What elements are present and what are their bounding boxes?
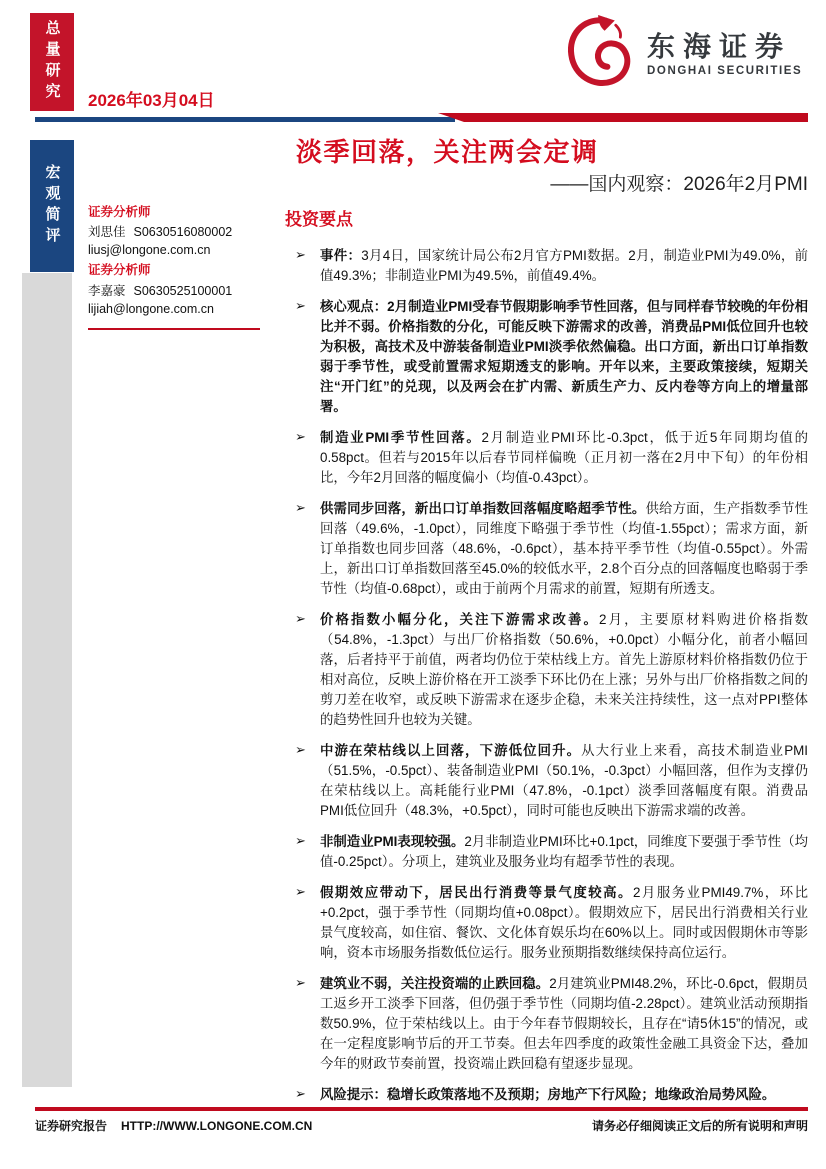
arrow-bullet-icon: ➢ [295, 500, 306, 515]
bullet-item [285, 974, 808, 1074]
bullet-item [285, 832, 808, 872]
report-title: 淡季回落，关注两会定调 [296, 137, 599, 167]
section-title: 投资要点 [285, 210, 353, 229]
analyst-block [88, 203, 278, 330]
bullet-item [285, 610, 808, 730]
bullet-lead: 供需同步回落，新出口订单指数回落幅度略超季节性。 [320, 501, 646, 516]
analyst-email: lijiah@longone.com.cn [88, 301, 214, 316]
analyst-license-id: S0630516080002 [133, 225, 233, 240]
bullet-lead: 核心观点：2月制造业PMI受春节假期影响季节性回落，但与同样春节较晚的年份相比并不弱。价格指数的分化，可能反映下游需求的改善，消费品PMI低位回升也较为积极，高技术及中游装备制造业PMI淡季依然偏稳。出口方面，新出口订单指数弱于季节性，或受前置需求短期透支的影响。开年以来，主要政策接续，短期关注“开门红”的兑现，以及两会在扩内需、新质生产力、反内卷等方向上的增量部署。 [320, 299, 808, 414]
bullet-item [285, 246, 808, 286]
analyst-license-id: S0630525100001 [133, 283, 233, 298]
bullet-item [285, 499, 808, 599]
bullet-item [285, 297, 808, 417]
bullet-text: 2月，主要原材料购进价格指数（54.8%，-1.3pct）与出厂价格指数（50.6%，+0.0pct）小幅分化，前者小幅回落，后者持平于前值，两者均仍位于荣枯线上方。首先上游原材料价格指数仍位于相对高位，反映上游价格在开工淡季下环比仍在上涨；另外与出厂价格指数之间的剪刀差在收窄，或反映下游需求在逐步企稳，未来关注持续性，这一点对PPI整体的趋势性回升也较为关键。 [320, 612, 808, 727]
bullet-lead: 风险提示：稳增长政策落地不及预期；房地产下行风险；地缘政治局势风险。 [320, 1087, 776, 1102]
bullet-text: 供给方面，生产指数季节性回落（49.6%，-1.0pct），同维度下略强于季节性（均值-1.55pct）；需求方面，新订单指数也同步回落（48.6%，-0.6pct），基本持平季节性（均值-0.55pct）。外需上，新出口订单指数回落至45.0%的较低水平，2.8个百分点的回落幅度也略弱于季节性（均值-0.68pct），或由于前两个月需求的前置，短期有所透支。 [320, 501, 809, 596]
category-tag: 总量研究 [30, 13, 74, 111]
bullet-item [285, 428, 808, 488]
bullet-item [285, 1085, 808, 1105]
arrow-bullet-icon: ➢ [295, 833, 306, 848]
analyst-role-label: 证券分析师 [88, 263, 151, 278]
analyst-role-label: 证券分析师 [88, 205, 151, 219]
analyst-name: 李嘉豪 [88, 283, 126, 298]
main-content [285, 205, 808, 1116]
arrow-bullet-icon: ➢ [295, 611, 306, 626]
arrow-bullet-icon: ➢ [295, 975, 306, 990]
footer [35, 1117, 808, 1134]
analyst-name-line [88, 282, 278, 300]
bullet-text: 3月4日，国家统计局公布2月官方PMI数据。2月，制造业PMI为49.0%，前值49.3%；非制造业PMI为49.5%，前值49.4%。 [320, 248, 809, 283]
bullet-text: 2月制造业PMI环比-0.3pct，低于近5年同期均值的0.58pct。但若与2015年以后春节同样偏晚（正月初一落在2月中下旬）的年份相比，今年2月回落的幅度偏小（均值-0.43pct）。 [320, 430, 809, 485]
bullet-text: 2月建筑业PMI48.2%，环比-0.6pct，假期员工返乡开工淡季下回落，但仍强于季节性（同期均值-2.28pct）。建筑业活动预期指数50.9%，位于荣枯线以上。由于今年春节假期较长，且存在“请5休15”的情况，或在一定程度影响节后的开工节奏。但去年四季度的政策性金融工具资金下达，叠加今年的财政节奏前置，投资端止跌回稳有望逐步显现。 [320, 976, 808, 1071]
header-divider-red [438, 113, 808, 122]
analyst-name-line [88, 223, 278, 241]
arrow-bullet-icon: ➢ [295, 1086, 306, 1101]
footer-divider [35, 1107, 808, 1111]
arrow-bullet-icon: ➢ [295, 742, 306, 757]
footer-url: HTTP://WWW.LONGONE.COM.CN [121, 1119, 313, 1133]
sidebar-gray-bar [22, 273, 72, 1087]
analyst-divider [88, 328, 260, 330]
header-divider-blue [35, 117, 455, 122]
bullet-text: 从大行业上来看，高技术制造业PMI（51.5%，-0.5pct）、装备制造业PMI（50.1%，-0.3pct）小幅回落，但作为支撑仍在荣枯线以上。高耗能行业PMI（47.8%，-0.1pct）淡季回落幅度有限。消费品PMI低位回升（48.3%，+0.5pct），同时可能也反映出下游需求端的改善。 [320, 743, 808, 818]
brand-name-cn: 东海证券 [647, 31, 792, 63]
bullet-text: 2月服务业PMI49.7%，环比+0.2pct，强于季节性（同期均值+0.08pct）。假期效应下，居民出行消费相关行业景气度较高，如住宿、餐饮、文化体育娱乐均在60%以上。同时或因假期休市等影响，资本市场服务指数低位运行。服务业预期指数继续保持高位运行。 [320, 885, 808, 960]
bullet-lead: 建筑业不弱，关注投资端的止跌回稳。 [320, 976, 550, 991]
bullet-lead: 价格指数小幅分化，关注下游需求改善。 [320, 612, 600, 627]
report-type-tag: 宏观简评 [30, 140, 74, 272]
footer-report-label: 证券研究报告 [35, 1119, 108, 1133]
bullet-item [285, 883, 808, 963]
arrow-bullet-icon: ➢ [295, 298, 306, 313]
bullet-lead: 假期效应带动下，居民出行消费等景气度较高。 [320, 885, 633, 900]
analyst-email: liusj@longone.com.cn [88, 243, 211, 258]
brand-logo [563, 12, 802, 97]
arrow-bullet-icon: ➢ [295, 247, 306, 262]
report-subtitle: ——国内观察：2026年2月PMI [550, 174, 808, 195]
bullet-lead: 非制造业PMI表现较强。 [320, 834, 465, 849]
arrow-bullet-icon: ➢ [295, 429, 306, 444]
brand-name-en: DONGHAI SECURITIES [647, 64, 803, 77]
report-date: 2026年03月04日 [88, 91, 215, 110]
bullet-lead: 中游在荣枯线以上回落，下游低位回升。 [320, 743, 582, 758]
analyst-name: 刘思佳 [88, 225, 126, 240]
bullet-item [285, 741, 808, 821]
arrow-bullet-icon: ➢ [295, 884, 306, 899]
footer-disclaimer: 请务必仔细阅读正文后的所有说明和声明 [591, 1119, 808, 1133]
bullet-list [285, 246, 808, 1105]
bullet-text: 2月非制造业PMI环比+0.1pct，同维度下要强于季节性（均值-0.25pct）。分项上，建筑业及服务业均有超季节性的表现。 [320, 834, 808, 869]
bullet-lead: 事件： [320, 248, 362, 263]
dragon-logo-icon [563, 12, 637, 97]
bullet-lead: 制造业PMI季节性回落。 [320, 430, 482, 445]
